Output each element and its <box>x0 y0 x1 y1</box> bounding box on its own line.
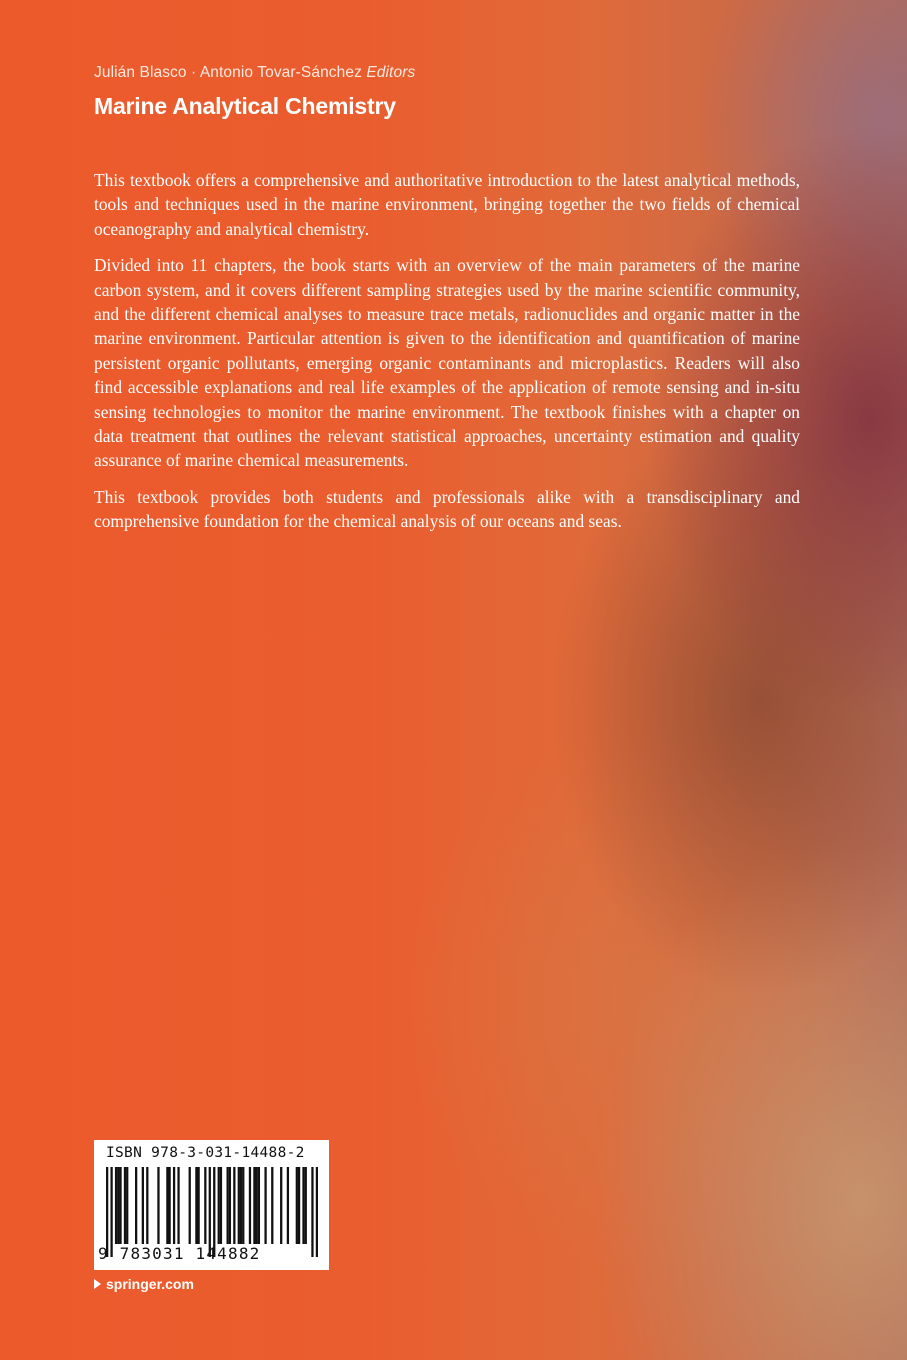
isbn-label: ISBN 978-3-031-14488-2 <box>106 1145 305 1161</box>
barcode-bar <box>119 1167 121 1244</box>
book-description <box>94 168 800 546</box>
barcode-bar <box>220 1167 222 1244</box>
barcode-bar <box>253 1167 255 1244</box>
barcode-bar <box>249 1167 251 1244</box>
barcode-bar <box>258 1167 260 1244</box>
barcode-bar <box>218 1167 220 1244</box>
barcode-bar <box>271 1167 273 1244</box>
barcode-bar <box>311 1167 313 1257</box>
barcode-bar <box>146 1167 148 1244</box>
barcode-digits <box>98 1244 261 1263</box>
description-paragraph-3: This textbook provides both students and professionals alike with a transdisciplinary and comprehensive foundation for the chemical analysis of our oceans and seas. <box>94 486 800 532</box>
barcode-bar <box>242 1167 244 1244</box>
description-paragraph-2: Divided into 11 chapters, the book starts with an overview of the main parameters of the marine carbon system, and it covers different sampling strategies used by the marine scientific community, and the different chemical analyses to measure trace metals, radionuclides and organic matter in the marine environment. Particular attention is given to the identification and quantification of marine persistent organic pollutants, emerging organic contaminants and microplastics. Readers will also find accessible explanations and real life examples of the application of remote sensing and in-situ sensing technologies to monitor the marine environment. The textbook finishes with a chapter on data treatment that outlines the relevant statistical approaches, uncertainty estimation and quality assurance of marine chemical measurements. <box>94 255 800 471</box>
barcode-bar <box>264 1167 266 1244</box>
editors-role: Editors <box>366 64 416 81</box>
barcode-bar <box>126 1167 128 1244</box>
barcode-bar <box>197 1167 199 1244</box>
isbn-barcode <box>94 1140 329 1270</box>
barcode-bar <box>177 1167 179 1244</box>
barcode-digits-text: 9 783031 144882 <box>98 1244 261 1263</box>
barcode-bar <box>157 1167 159 1244</box>
barcode-bar <box>240 1167 242 1244</box>
barcode-bar <box>280 1167 282 1244</box>
barcode-bar <box>233 1167 235 1244</box>
barcode-bar <box>195 1167 197 1244</box>
barcode-bar <box>115 1167 117 1244</box>
barcode-bar <box>204 1167 206 1244</box>
barcode-bar <box>316 1167 318 1257</box>
barcode-bar <box>305 1167 307 1244</box>
barcode-bar <box>256 1167 258 1244</box>
barcode-bar <box>173 1167 175 1244</box>
book-title: Marine Analytical Chemistry <box>94 93 396 119</box>
barcode-bar <box>135 1167 137 1244</box>
barcode-bar <box>189 1167 191 1244</box>
description-paragraph-1: This textbook offers a comprehensive and authoritative introduction to the latest analytical methods, tools and techniques used in the marine environment, bringing together the two fields of chemical oceanography and analytical chemistry. <box>94 170 800 239</box>
barcode-bar <box>296 1167 298 1244</box>
barcode-bar <box>124 1167 126 1244</box>
barcode-bar <box>238 1167 240 1244</box>
publisher-link[interactable] <box>94 1276 194 1292</box>
barcode-bar <box>166 1167 168 1244</box>
barcode-bar <box>298 1167 300 1244</box>
barcode-bar <box>227 1167 229 1244</box>
barcode-bar <box>229 1167 231 1244</box>
barcode-bar <box>117 1167 119 1244</box>
barcode-bar <box>168 1167 170 1244</box>
barcode-bar <box>287 1167 289 1244</box>
publisher-link-text: springer.com <box>106 1276 194 1292</box>
barcode-bar <box>302 1167 304 1244</box>
arrow-right-icon <box>94 1279 101 1289</box>
editors-names: Julián Blasco · Antonio Tovar-Sánchez <box>94 64 362 81</box>
editors-line <box>94 64 415 82</box>
barcode-bar <box>142 1167 144 1244</box>
